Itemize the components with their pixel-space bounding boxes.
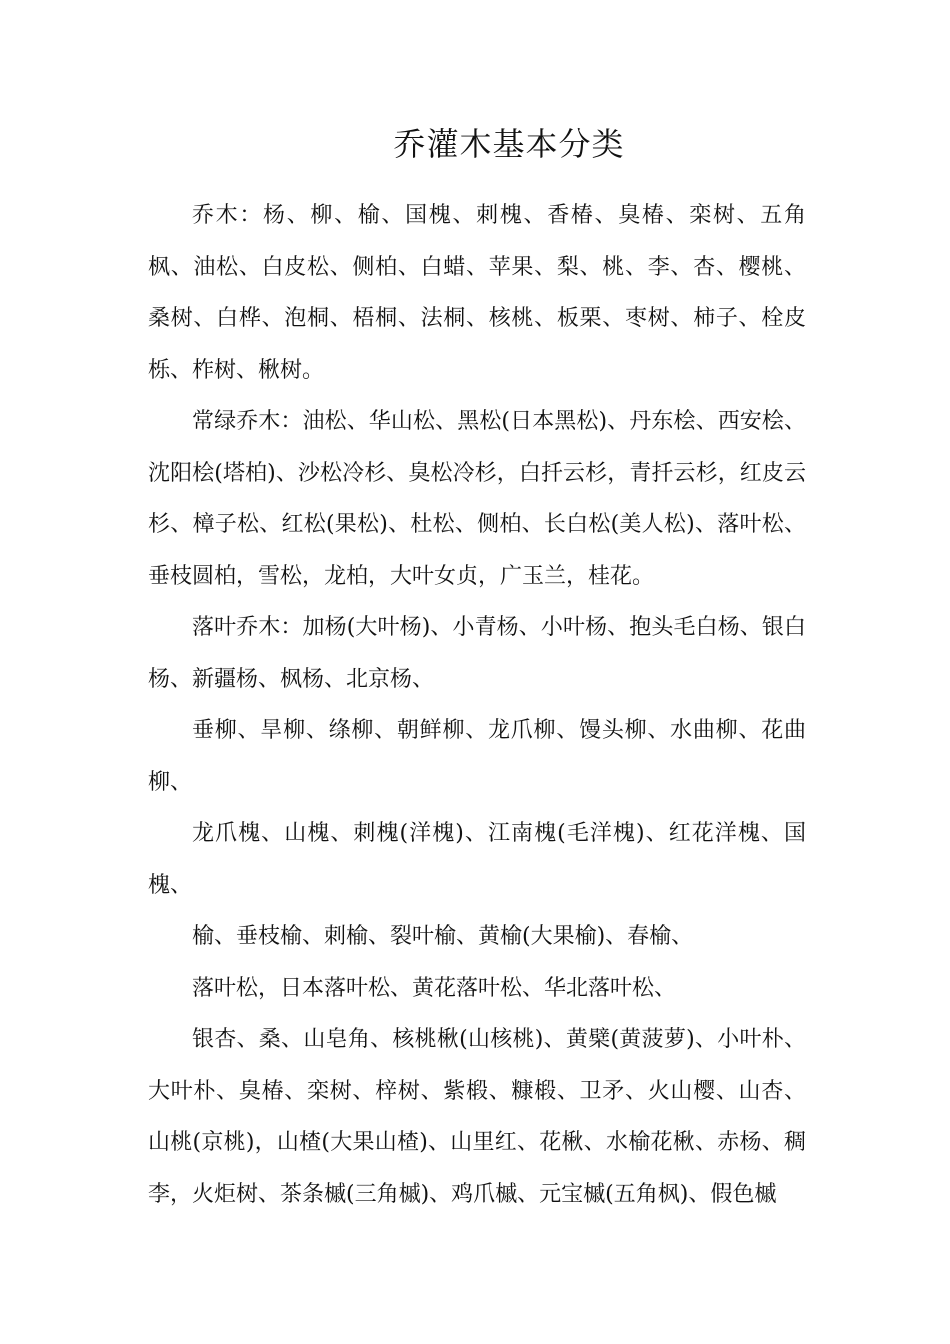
document-body [148, 190, 806, 1220]
paragraph-other-deciduous: 银杏、桑、山皂角、核桃楸(山核桃)、黄檗(黄菠萝)、小叶朴、大叶朴、臭椿、栾树、梓树、紫椴、糠椴、卫矛、火山樱、山杏、山桃(京桃)，山楂(大果山楂)、山里红、花楸、水榆花楸、赤杨、稠李，火炬树、茶条槭(三角槭)、鸡爪槭、元宝槭(五角枫)、假色槭 [148, 1027, 806, 1207]
paragraph-elms: 榆、垂枝榆、刺榆、裂叶榆、黄榆(大果榆)、春榆、 [192, 924, 694, 949]
paragraph-evergreen-trees: 常绿乔木：油松、华山松、黑松(日本黑松)、丹东桧、西安桧、沈阳桧(塔柏)、沙松冷杉、臭松冷杉，白扦云杉，青扦云杉，红皮云杉、樟子松、红松(果松)、杜松、侧柏、长白松(美人松)、落叶松、垂枝圆柏，雪松，龙柏，大叶女贞，广玉兰，桂花。 [148, 409, 806, 589]
paragraph-locusts: 龙爪槐、山槐、刺槐(洋槐)、江南槐(毛洋槐)、红花洋槐、国槐、 [148, 821, 806, 898]
paragraph-deciduous-trees: 落叶乔木：加杨(大叶杨)、小青杨、小叶杨、抱头毛白杨、银白杨、新疆杨、枫杨、北京杨、 [148, 615, 806, 692]
paragraph-trees: 乔木：杨、柳、榆、国槐、刺槐、香椿、臭椿、栾树、五角枫、油松、白皮松、侧柏、白蜡、苹果、梨、桃、李、杏、樱桃、桑树、白桦、泡桐、梧桐、法桐、核桃、板栗、枣树、柿子、栓皮栎、柞树、楸树。 [148, 203, 806, 383]
paragraph-willows: 垂柳、旱柳、绦柳、朝鲜柳、龙爪柳、馒头柳、水曲柳、花曲柳、 [148, 718, 806, 795]
document-title: 乔灌木基本分类 [393, 125, 625, 163]
paragraph-larches: 落叶松，日本落叶松、黄花落叶松、华北落叶松、 [192, 975, 677, 1001]
